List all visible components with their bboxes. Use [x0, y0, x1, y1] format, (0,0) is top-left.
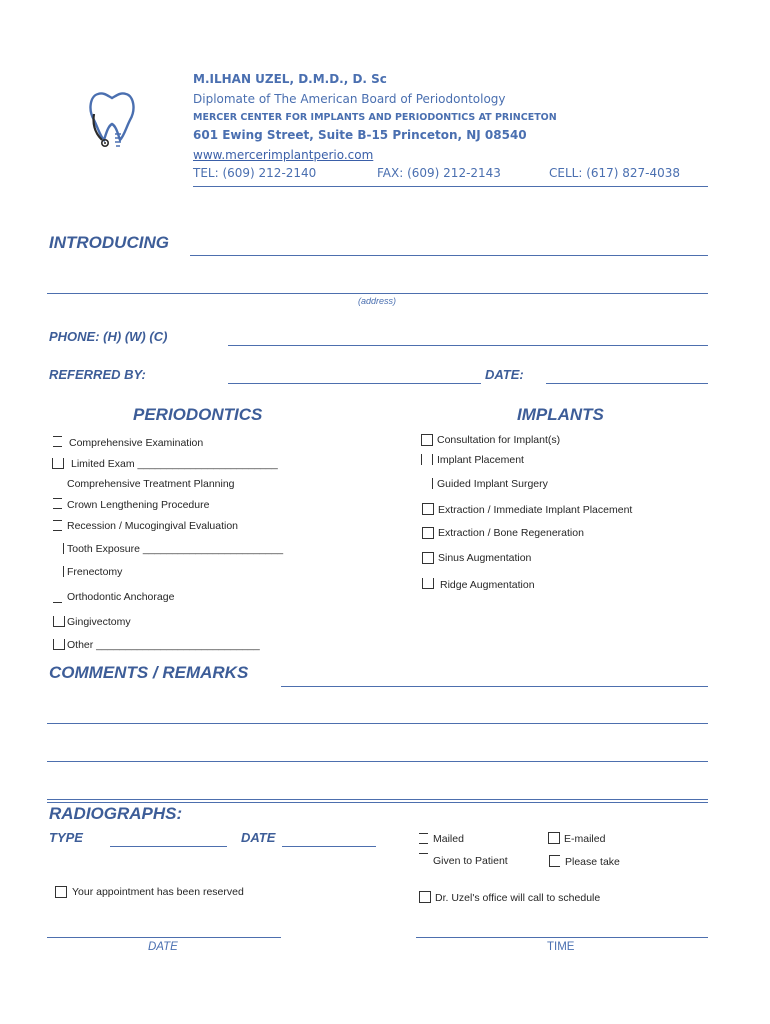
cell-number: CELL: (617) 827-4038 — [549, 166, 681, 180]
emailed-option: E-mailed — [564, 833, 606, 845]
perio-check-5[interactable] — [63, 543, 64, 554]
implant-check-2[interactable] — [432, 478, 433, 489]
radiograph-date-line[interactable] — [282, 846, 376, 847]
implants-title: IMPLANTS — [517, 405, 604, 424]
doctor-name: M.ILHAN UZEL, D.M.D., D. Sc — [193, 72, 387, 86]
please-take-check[interactable] — [549, 855, 560, 867]
perio-check-1[interactable] — [52, 458, 64, 469]
implant-item-extraction-immediate: Extraction / Immediate Implant Placement — [438, 504, 633, 516]
comments-line-2[interactable] — [47, 723, 708, 724]
radiograph-date-label: DATE — [241, 830, 276, 845]
practice-address: 601 Ewing Street, Suite B-15 Princeton, NJ 08540 — [193, 128, 527, 142]
practice-logo — [84, 84, 140, 154]
perio-item-limited-exam: Limited Exam ________________________ — [71, 458, 278, 470]
please-take-option: Please take — [565, 856, 620, 868]
address-caption: (address) — [358, 296, 397, 306]
appointment-date-line[interactable] — [47, 937, 281, 938]
perio-item-recession: Recession / Mucogingival Evaluation — [67, 520, 239, 532]
header-divider — [193, 186, 708, 187]
mailed-check-base — [419, 843, 428, 844]
section-divider-bottom — [47, 802, 708, 803]
radiographs-title: RADIOGRAPHS: — [49, 804, 183, 823]
perio-check-4-base — [53, 530, 62, 531]
implant-check-5[interactable] — [422, 552, 434, 564]
perio-check-9[interactable] — [53, 639, 65, 650]
implant-check-1[interactable] — [421, 454, 422, 465]
implant-check-6[interactable] — [422, 578, 434, 589]
website-link[interactable]: www.mercerimplantperio.com — [193, 148, 374, 162]
diplomate-line: Diplomate of The American Board of Periodontology — [193, 92, 506, 106]
appointment-reserved-option: Your appointment has been reserved — [72, 886, 244, 898]
implant-item-sinus: Sinus Augmentation — [438, 552, 532, 564]
implant-check-4[interactable] — [422, 527, 434, 539]
appointment-date-caption: DATE — [148, 941, 178, 953]
introducing-label: INTRODUCING — [49, 233, 169, 252]
mailed-option: Mailed — [433, 833, 464, 845]
date-label: DATE: — [485, 367, 524, 382]
perio-check-0[interactable] — [53, 436, 62, 437]
implant-check-3[interactable] — [422, 503, 434, 515]
mailed-check[interactable] — [419, 833, 428, 834]
office-will-call-option: Dr. Uzel's office will call to schedule — [435, 892, 601, 904]
comments-title: COMMENTS / REMARKS — [49, 663, 249, 682]
section-divider-top — [47, 799, 708, 800]
implant-check-1-right — [432, 454, 433, 465]
perio-item-crown-lengthening: Crown Lengthening Procedure — [67, 499, 210, 511]
appointment-time-line[interactable] — [416, 937, 708, 938]
tooth-implant-icon — [84, 84, 140, 154]
fax-number: FAX: (609) 212-2143 — [377, 166, 501, 180]
address-line[interactable] — [47, 293, 708, 294]
emailed-check[interactable] — [548, 832, 560, 844]
implant-item-guided-surgery: Guided Implant Surgery — [437, 478, 548, 490]
office-will-call-check[interactable] — [419, 891, 431, 903]
phone-label: PHONE: (H) (W) (C) — [49, 329, 168, 344]
tel-number: TEL: (609) 212-2140 — [193, 166, 317, 180]
appointment-reserved-check[interactable] — [55, 886, 67, 898]
referred-by-line[interactable] — [228, 383, 481, 384]
periodontics-title: PERIODONTICS — [133, 405, 263, 424]
implant-item-bone-regeneration: Extraction / Bone Regeneration — [438, 527, 584, 539]
perio-check-8[interactable] — [53, 616, 65, 627]
perio-item-orthodontic-anchorage: Orthodontic Anchorage — [67, 591, 175, 603]
perio-item-other: Other ____________________________ — [67, 639, 260, 651]
perio-check-3[interactable] — [53, 498, 62, 499]
implant-check-0[interactable] — [421, 434, 433, 446]
implant-item-consultation: Consultation for Implant(s) — [437, 434, 561, 446]
referred-by-label: REFERRED BY: — [49, 367, 146, 382]
radiograph-type-label: TYPE — [49, 830, 83, 845]
perio-check-0-base — [53, 446, 62, 447]
center-name: MERCER CENTER FOR IMPLANTS AND PERIODONTICS AT PRINCETON — [193, 112, 557, 123]
implant-item-ridge: Ridge Augmentation — [440, 579, 535, 591]
perio-item-comprehensive-exam: Comprehensive Examination — [69, 437, 204, 449]
perio-item-treatment-planning: Comprehensive Treatment Planning — [67, 478, 235, 490]
implant-item-placement: Implant Placement — [437, 454, 524, 466]
introducing-line[interactable] — [190, 255, 708, 256]
appointment-time-caption: TIME — [547, 941, 575, 953]
perio-item-frenectomy: Frenectomy — [67, 566, 123, 578]
perio-check-3-base — [53, 508, 62, 509]
radiograph-type-line[interactable] — [110, 846, 227, 847]
given-to-patient-option: Given to Patient — [433, 855, 508, 867]
perio-check-7[interactable] — [53, 602, 62, 603]
perio-item-tooth-exposure: Tooth Exposure ________________________ — [67, 543, 284, 555]
date-line[interactable] — [546, 383, 708, 384]
perio-item-gingivectomy: Gingivectomy — [67, 616, 131, 628]
perio-check-6[interactable] — [63, 566, 64, 577]
given-check[interactable] — [419, 853, 428, 854]
phone-line[interactable] — [228, 345, 708, 346]
comments-line-1[interactable] — [281, 686, 708, 687]
comments-line-3[interactable] — [47, 761, 708, 762]
perio-check-4[interactable] — [53, 520, 62, 521]
